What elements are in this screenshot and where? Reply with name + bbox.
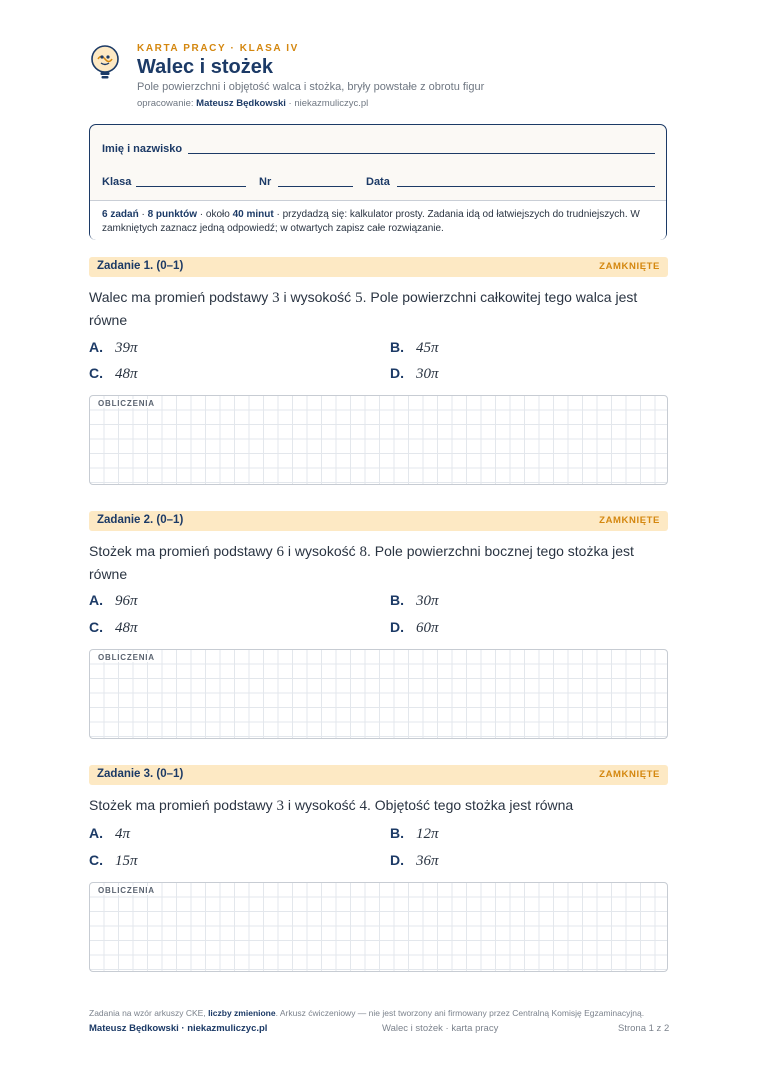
page-subtitle: Pole powierzchni i objętość walca i stożka, bryły powstałe z obrotu figur [137, 81, 485, 93]
option-value: 48π [115, 366, 138, 382]
student-fields [90, 125, 666, 200]
option-letter: A. [89, 339, 103, 355]
task-question [89, 794, 669, 817]
summary-minutes: 40 minut [232, 209, 274, 220]
page-title: Walec i stożek [137, 56, 273, 78]
question-text: Walec ma promień podstawy [89, 289, 273, 305]
option-value: 60π [416, 620, 439, 636]
option-value: 30π [416, 366, 439, 382]
option-value: 4π [115, 826, 131, 842]
option-letter: D. [390, 365, 404, 381]
answer-option-d[interactable] [390, 619, 439, 637]
option-value: 48π [115, 620, 138, 636]
option-letter: D. [390, 852, 404, 868]
task-title: Zadanie 1. (0–1) [97, 260, 184, 272]
summary-sep: · [138, 209, 148, 220]
question-text: . Objętość tego stożka jest równa [367, 797, 574, 813]
summary-points: 8 punktów [147, 209, 198, 220]
calculation-label: OBLICZENIA [98, 653, 155, 662]
option-value: 96π [115, 593, 138, 609]
summary-tasks: 6 zadań [102, 209, 139, 220]
author-credit [137, 98, 368, 109]
calculation-area[interactable] [89, 649, 668, 739]
student-info-box [89, 124, 667, 240]
task-header [89, 257, 668, 277]
answer-option-c[interactable] [89, 619, 138, 637]
calculation-area[interactable] [89, 395, 668, 485]
answer-option-b[interactable] [390, 339, 439, 357]
question-text: i wysokość [279, 289, 356, 305]
option-value: 15π [115, 853, 138, 869]
question-text: i wysokość [284, 543, 360, 559]
question-number: 3 [276, 798, 285, 814]
task-question [89, 286, 669, 331]
option-letter: A. [89, 592, 103, 608]
option-letter: B. [390, 339, 404, 355]
question-number: 8 [359, 544, 367, 560]
answer-option-b[interactable] [390, 592, 439, 610]
option-value: 12π [416, 826, 439, 842]
option-letter: D. [390, 619, 404, 635]
calculation-label: OBLICZENIA [98, 399, 155, 408]
answer-option-a[interactable] [89, 339, 138, 357]
option-value: 36π [416, 853, 439, 869]
summary-text [102, 208, 652, 236]
option-letter: A. [89, 825, 103, 841]
summary-rest: · przydadzą się: kalkulator prosty. Zadania idą od łatwiejszych do trudniejszych. W zamkniętych zaznacz jedną odpowiedź; w otwartych zapisz całe rozwiązanie. [102, 209, 640, 234]
question-text: . Pole powierzchni całkowitej tego walca jest równe [89, 289, 638, 328]
answer-option-d[interactable] [390, 852, 439, 870]
nr-field[interactable] [278, 186, 353, 187]
answer-option-c[interactable] [89, 365, 138, 383]
footer-disclaimer [89, 1008, 644, 1018]
date-label: Data [366, 176, 390, 188]
credit-suffix: · niekazmuliczyc.pl [285, 98, 369, 109]
task-title: Zadanie 3. (0–1) [97, 768, 184, 780]
disclaimer-text: Zadania na wzór arkuszy CKE, [89, 1008, 209, 1018]
answer-option-c[interactable] [89, 852, 138, 870]
nr-label: Nr [259, 176, 272, 188]
option-value: 45π [416, 340, 439, 356]
question-number: 5 [355, 290, 363, 306]
question-text: i wysokość [284, 797, 360, 813]
footer-title: Walec i stożek · karta pracy [382, 1023, 499, 1034]
answer-option-a[interactable] [89, 825, 130, 843]
calculation-area[interactable] [89, 882, 668, 972]
footer-author: Mateusz Będkowski · niekazmuliczyc.pl [89, 1023, 268, 1034]
task-title: Zadanie 2. (0–1) [97, 514, 184, 526]
task-header [89, 765, 668, 785]
kicker: KARTA PRACY · KLASA IV [137, 43, 299, 54]
answer-option-d[interactable] [390, 365, 439, 383]
question-text: . Pole powierzchni bocznej tego stożka jest równe [89, 543, 634, 582]
question-number: 3 [272, 290, 280, 306]
credit-prefix: opracowanie: [137, 98, 197, 109]
option-letter: C. [89, 852, 103, 868]
task-header [89, 511, 668, 531]
option-value: 30π [416, 593, 439, 609]
date-field[interactable] [397, 186, 655, 187]
answer-option-a[interactable] [89, 592, 138, 610]
question-text: Stożek ma promień podstawy [89, 543, 277, 559]
worksheet-summary [90, 200, 666, 240]
header [90, 42, 670, 114]
answer-option-b[interactable] [390, 825, 439, 843]
disclaimer-emphasis: liczby zmienione [208, 1008, 276, 1018]
option-value: 39π [115, 340, 138, 356]
task-type-badge: ZAMKNIĘTE [599, 261, 660, 272]
question-text: Stożek ma promień podstawy [89, 797, 277, 813]
task-type-badge: ZAMKNIĘTE [599, 769, 660, 780]
page-number: Strona 1 z 2 [618, 1023, 670, 1034]
option-letter: C. [89, 619, 103, 635]
summary-mid: · około [197, 209, 233, 220]
option-letter: B. [390, 592, 404, 608]
class-field[interactable] [136, 186, 246, 187]
option-letter: B. [390, 825, 404, 841]
task-type-badge: ZAMKNIĘTE [599, 515, 660, 526]
calculation-label: OBLICZENIA [98, 886, 155, 895]
option-letter: C. [89, 365, 103, 381]
name-label: Imię i nazwisko [102, 143, 183, 155]
lightbulb-brain-icon [90, 44, 124, 80]
task-question [89, 540, 669, 585]
question-number: 4 [359, 798, 367, 814]
name-field[interactable] [188, 153, 655, 154]
class-label: Klasa [102, 176, 132, 188]
question-number: 6 [276, 544, 285, 560]
disclaimer-text: . Arkusz ćwiczeniowy — nie jest tworzony ani firmowany przez Centralną Komisję Egzaminacyjną. [275, 1008, 645, 1018]
credit-author: Mateusz Będkowski [196, 98, 286, 109]
